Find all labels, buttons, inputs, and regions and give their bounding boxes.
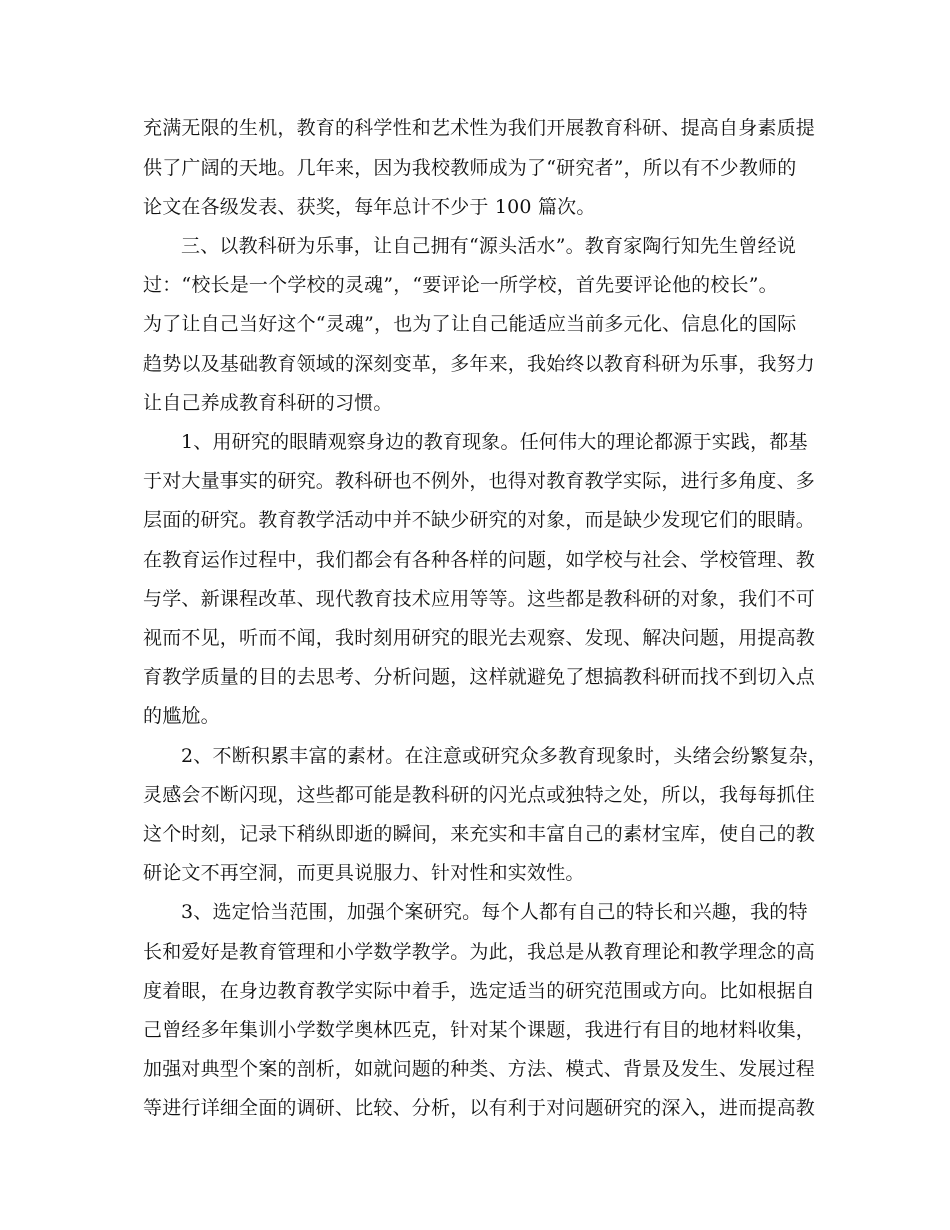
text-line: 层面的研究。教育教学活动中并不缺少研究的对象，而是缺少发现它们的眼睛。: [143, 509, 816, 531]
text-line: 等进行详细全面的调研、比较、分析，以有利于对问题研究的深入，进而提高教: [143, 1097, 816, 1119]
text-line: 视而不见，听而不闻，我时刻用研究的眼光去观察、发现、解决问题，用提高教: [143, 627, 816, 649]
text-line: 在教育运作过程中，我们都会有各种各样的问题，如学校与社会、学校管理、教: [143, 549, 816, 571]
text-line: 加强对典型个案的剖析，如就问题的种类、方法、模式、背景及发生、发展过程: [143, 1058, 816, 1080]
text-line: 长和爱好是教育管理和小学数学教学。为此，我总是从教育理论和教学理念的高: [143, 941, 816, 963]
text-line: 充满无限的生机，教育的科学性和艺术性为我们开展教育科研、提高自身素质提: [143, 117, 816, 139]
text-line: 这个时刻，记录下稍纵即逝的瞬间，来充实和丰富自己的素材宝库，使自己的教: [143, 823, 816, 845]
text-line: 己曾经多年集训小学数学奥林匹克，针对某个课题，我进行有目的地材料收集，: [143, 1019, 816, 1041]
text-line: 过：“校长是一个学校的灵魂”，“要评论一所学校，首先要评论他的校长”。: [143, 274, 778, 296]
text-line: 度着眼，在身边教育教学实际中着手，选定适当的研究范围或方向。比如根据自: [143, 980, 816, 1002]
text-line: 研论文不再空洞，而更具说服力、针对性和实效性。: [143, 862, 585, 884]
text-line: 育教学质量的目的去思考、分析问题，这样就避免了想搞教科研而找不到切入点: [143, 666, 816, 688]
text-line: 趋势以及基础教育领域的深刻变革，多年来，我始终以教育科研为乐事，我努力: [143, 353, 816, 375]
text-line: 的尴尬。: [143, 705, 220, 727]
paragraph-start-line: 3、选定恰当范围，加强个案研究。每个人都有自己的特长和兴趣，我的特: [181, 901, 808, 923]
text-line: 与学、新课程改革、现代教育技术应用等等。这些都是教科研的对象，我们不可: [143, 588, 816, 610]
paragraph-start-line: 三、以教科研为乐事，让自己拥有“源头活水”。教育家陶行知先生曾经说: [181, 235, 797, 257]
paragraph-start-line: 1、用研究的眼睛观察身边的教育现象。任何伟大的理论都源于实践，都基: [181, 431, 808, 453]
text-line: 供了广阔的天地。几年来，因为我校教师成为了“研究者”，所以有不少教师的: [143, 157, 797, 179]
paragraph-start-line: 2、不断积累丰富的素材。在注意或研究众多教育现象时，头绪会纷繁复杂，: [181, 745, 827, 767]
text-line: 灵感会不断闪现，这些都可能是教科研的闪光点或独特之处，所以，我每每抓住: [143, 784, 816, 806]
text-line: 为了让自己当好这个“灵魂”，也为了让自己能适应当前多元化、信息化的国际: [143, 313, 797, 335]
text-line: 让自己养成教育科研的习惯。: [143, 392, 393, 414]
text-line: 于对大量事实的研究。教科研也不例外，也得对教育教学实际，进行多角度、多: [143, 470, 816, 492]
text-line: 论文在各级发表、获奖，每年总计不少于 100 篇次。: [143, 196, 596, 218]
